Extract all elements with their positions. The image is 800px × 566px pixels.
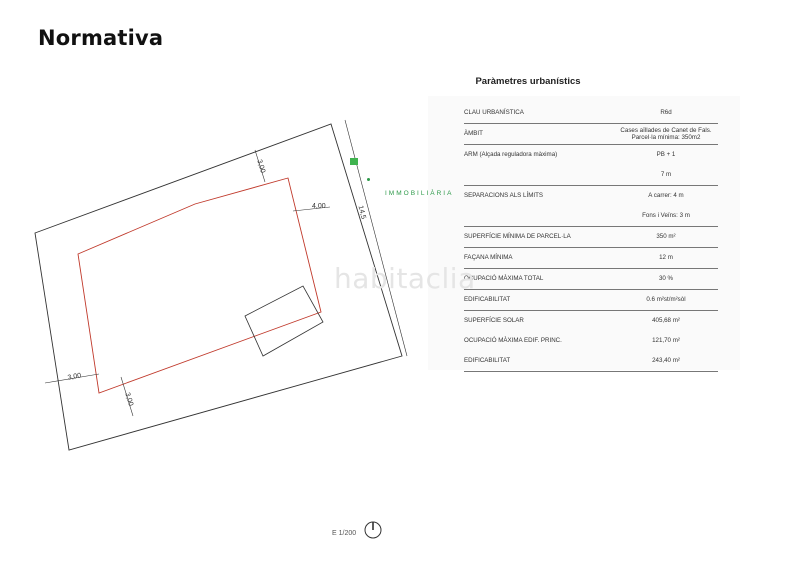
parameter-value: PB + 1 — [656, 151, 676, 159]
parameter-value: A carrer: 4 m — [648, 192, 684, 200]
parameter-row — [464, 206, 718, 227]
parameter-name: EDIFICABILITAT — [464, 351, 614, 372]
page-title: Normativa — [38, 26, 164, 50]
parameter-row — [464, 290, 718, 311]
parameter-value: Cases aïllades de Canet de Fals. Parcel·la mínima: 350m2 — [614, 124, 718, 145]
parameter-value: Fons i Veïns: 3 m — [614, 206, 718, 227]
dim-side-setback-bottom: 3,00 — [123, 391, 135, 407]
parameter-value: 121,70 m² — [652, 337, 680, 345]
parameter-row — [464, 269, 718, 290]
site-watermark: habitaclia — [334, 262, 476, 295]
parameter-row — [464, 248, 718, 269]
agency-logo-dot — [367, 178, 370, 181]
parameter-name: CLAU URBANÍSTICA — [464, 103, 614, 124]
parameter-row — [464, 103, 718, 124]
scale-label: E 1/200 — [332, 530, 357, 537]
parameter-name: OCUPACIÓ MÀXIMA TOTAL — [464, 269, 614, 290]
parameters-title: Paràmetres urbanístics — [475, 76, 581, 87]
parameter-value: 350 m² — [614, 227, 718, 248]
parameter-value: 405,68 m² — [652, 317, 680, 325]
parameter-name — [464, 165, 614, 186]
parameter-name: ÀMBIT — [464, 124, 614, 145]
parameter-value: 243,40 m² — [614, 351, 718, 372]
parameter-row — [464, 227, 718, 248]
parameter-row — [464, 124, 718, 145]
parameter-row — [464, 311, 718, 332]
parameters-table — [464, 103, 718, 372]
parameter-name: ARM (Alçada reguladora màxima) — [464, 151, 558, 159]
parameter-name: SEPARACIONS ALS LÍMITS — [464, 192, 543, 200]
annex-outline — [245, 286, 323, 356]
parameter-name — [464, 206, 614, 227]
north-arrow-icon — [363, 521, 383, 546]
agency-watermark: IMMOBILIÀRIA — [385, 190, 454, 197]
parameter-name: SUPERFÍCIE SOLAR — [464, 317, 524, 325]
parameter-row — [464, 165, 718, 186]
dim-side-setback-left: 3,00 — [67, 372, 82, 382]
parameter-name: EDIFICABILITAT — [464, 290, 614, 311]
parameter-row — [464, 331, 718, 351]
parameter-value: 7 m — [614, 165, 718, 186]
agency-logo-mark — [350, 158, 358, 165]
parameter-name: OCUPACIÓ MÀXIMA EDIF. PRINC. — [464, 337, 562, 345]
parameter-row — [464, 186, 718, 207]
dim-rear-setback: 3,00 — [255, 158, 267, 174]
parameter-row — [464, 351, 718, 372]
parameter-value: R6d — [614, 103, 718, 124]
parameter-name: SUPERFÍCIE MÍNIMA DE PARCEL·LA — [464, 227, 614, 248]
buildable-area — [78, 178, 321, 393]
parameter-value: 30 % — [614, 269, 718, 290]
parameter-value: 0.6 m²st/m²sòl — [614, 290, 718, 311]
parameter-row — [464, 145, 718, 166]
dim-plot-width: 14,5 — [356, 204, 367, 220]
parameter-value: 12 m — [614, 248, 718, 269]
parameter-name: FAÇANA MÍNIMA — [464, 248, 614, 269]
dim-street-setback: 4,00 — [312, 203, 326, 210]
